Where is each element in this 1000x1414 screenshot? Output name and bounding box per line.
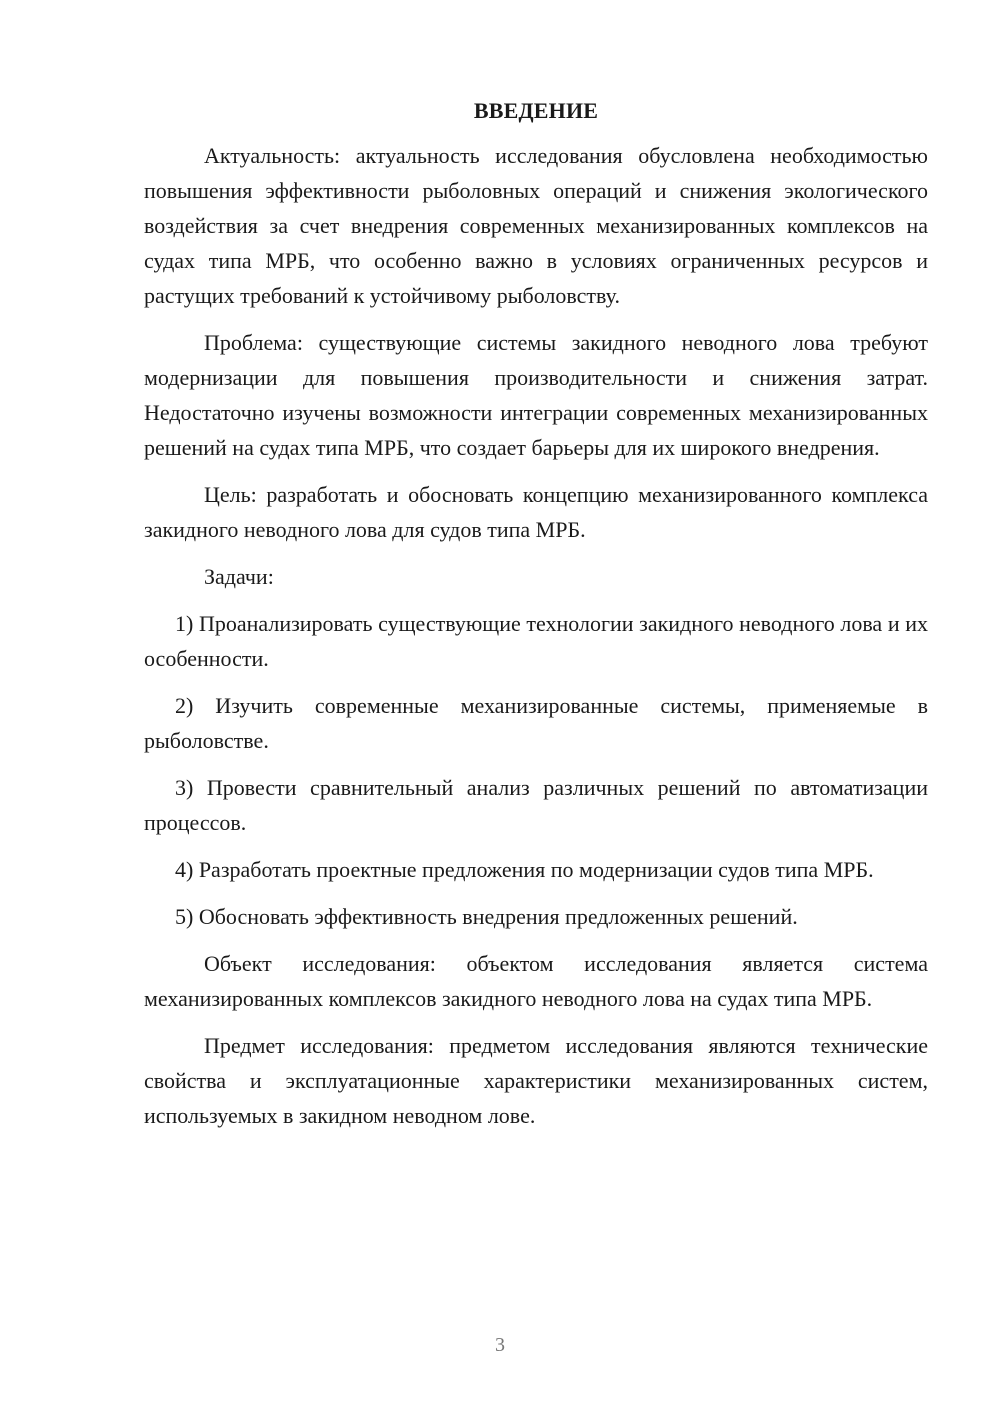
document-body	[144, 96, 928, 1133]
section-title: ВВЕДЕНИЕ	[473, 98, 599, 123]
research-subject-paragraph: Предмет исследования: предметом исследования являются технические свойства и эксплуатационные характеристики механизированных систем, используемых в закидном неводном лове.	[144, 1033, 928, 1128]
task-item-4: 4) Разработать проектные предложения по модернизации судов типа МРБ.	[175, 857, 874, 882]
goal-paragraph: Цель: разработать и обосновать концепцию механизированного комплекса закидного неводного лова для судов типа МРБ.	[144, 482, 928, 542]
page-number: 3	[495, 1334, 505, 1356]
research-object-paragraph: Объект исследования: объектом исследования является система механизированных комплексов закидного неводного лова на судах типа МРБ.	[144, 951, 928, 1011]
task-item-2: 2) Изучить современные механизированные системы, применяемые в рыболовстве.	[144, 693, 928, 753]
task-item-3: 3) Провести сравнительный анализ различных решений по автоматизации процессов.	[144, 775, 928, 835]
tasks-heading: Задачи:	[204, 564, 274, 589]
relevance-paragraph: Актуальность: актуальность исследования обусловлена необходимостью повышения эффективности рыболовных операций и снижения экологического воздействия за счет внедрения современных механизированных комплексов на судах типа МРБ, что особенно важно в условиях ограниченных ресурсов и растущих требований к устойчивому рыболовству.	[144, 143, 928, 308]
task-item-1: 1) Проанализировать существующие технологии закидного неводного лова и их особенности.	[144, 611, 928, 671]
problem-paragraph: Проблема: существующие системы закидного неводного лова требуют модернизации для повышения производительности и снижения затрат. Недостаточно изучены возможности интеграции современных механизированных решений на судах типа МРБ, что создает барьеры для их широкого внедрения.	[144, 330, 928, 460]
task-item-5: 5) Обосновать эффективность внедрения предложенных решений.	[175, 904, 798, 929]
